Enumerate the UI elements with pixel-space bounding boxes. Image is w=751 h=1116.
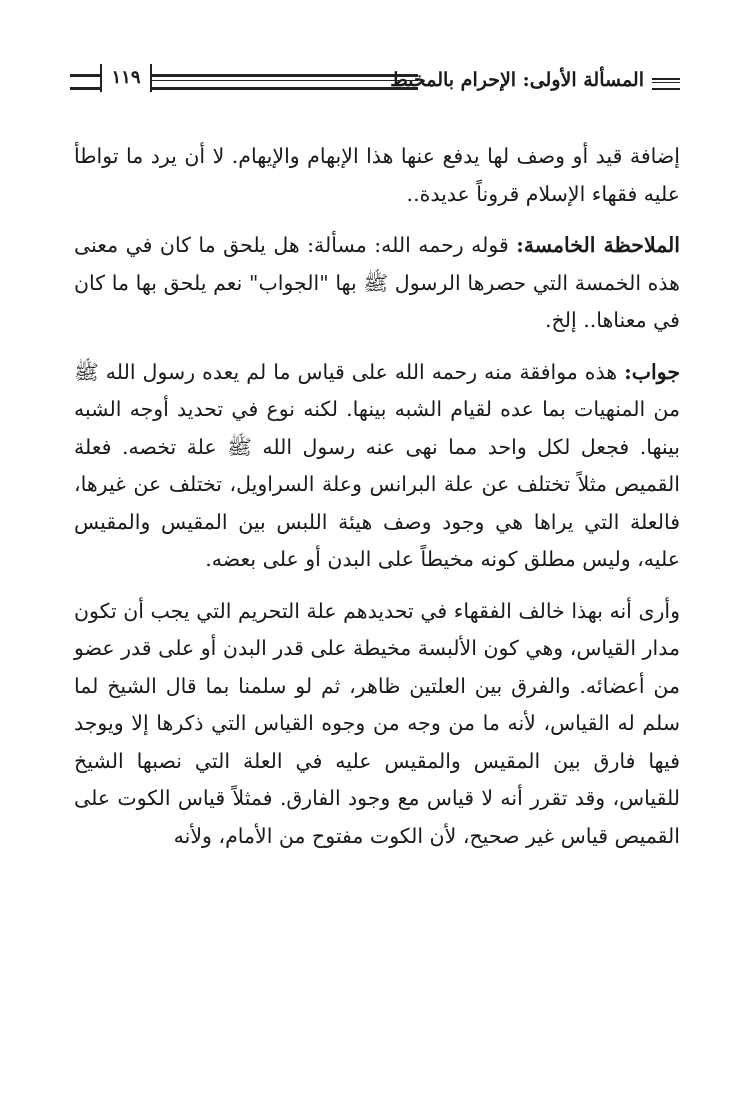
body-text <box>74 138 680 1078</box>
running-header <box>70 62 680 100</box>
page-number: ١١٩ <box>100 64 152 92</box>
header-rule <box>150 74 418 90</box>
paragraph <box>74 593 680 856</box>
paragraph-text: قوله رحمه الله: مسألة: هل يلحق ما كان في معنى هذه الخمسة التي حصرها الرسول ﷺ بها "الجواب" نعم يلحق بها ما كان في معناها.. إلخ. <box>74 233 680 332</box>
paragraph-text: إضافة قيد أو وصف لها يدفع عنها هذا الإبهام والإيهام. لا أن يرد ما تواطأ عليه فقهاء الإسلام قروناً عديدة.. <box>74 144 680 206</box>
header-ornament <box>652 78 680 90</box>
paragraph-lead: الملاحظة الخامسة: <box>516 233 680 257</box>
paragraph-text: وأرى أنه بهذا خالف الفقهاء في تحديدهم علة التحريم التي يجب أن تكون مدار القياس، وهي كون الألبسة مخيطة على قدر البدن أو على قدر عضو من أعضائه. والفرق بين العلتين ظاهر، ثم لو سلمنا بما قال الشيخ لما سلم له القياس، لأنه ما من وجه من وجوه القياس التي ذكرها إلا ويوجد فيها فارق بين المقيس والمقيس عليه في العلة التي نصبها الشيخ للقياس، وقد تقرر أنه لا قياس مع وجود الفارق. فمثلاً قياس الكوت على القميص قياس غير صحيح، لأن الكوت مفتوح من الأمام، ولأنه <box>74 598 680 848</box>
header-rule-end <box>70 74 100 90</box>
chapter-title: المسألة الأولى: الإحرام بالمخيط <box>390 69 644 91</box>
paragraph-text: هذه موافقة منه رحمه الله على قياس ما لم يعده رسول الله ﷺ من المنهيات بما عده لقيام الشبه بينها. لكنه نوع في تحديد أوجه الشبه بينها. فجعل لكل واحد مما نهى عنه رسول الله ﷺ علة تخصه. فعلة القميص مثلاً تختلف عن علة البرانس وعلة السراويل، تختلف عن غيرها، فالعلة التي يراها هي وجود وصف هيئة اللبس بين المقيس والمقيس عليه، وليس مطلق كونه مخيطاً على البدن أو على بعضه. <box>74 359 680 571</box>
paragraph <box>74 227 680 340</box>
paragraph <box>74 138 680 213</box>
paragraph-lead: جواب: <box>624 359 680 384</box>
paragraph <box>74 354 680 579</box>
